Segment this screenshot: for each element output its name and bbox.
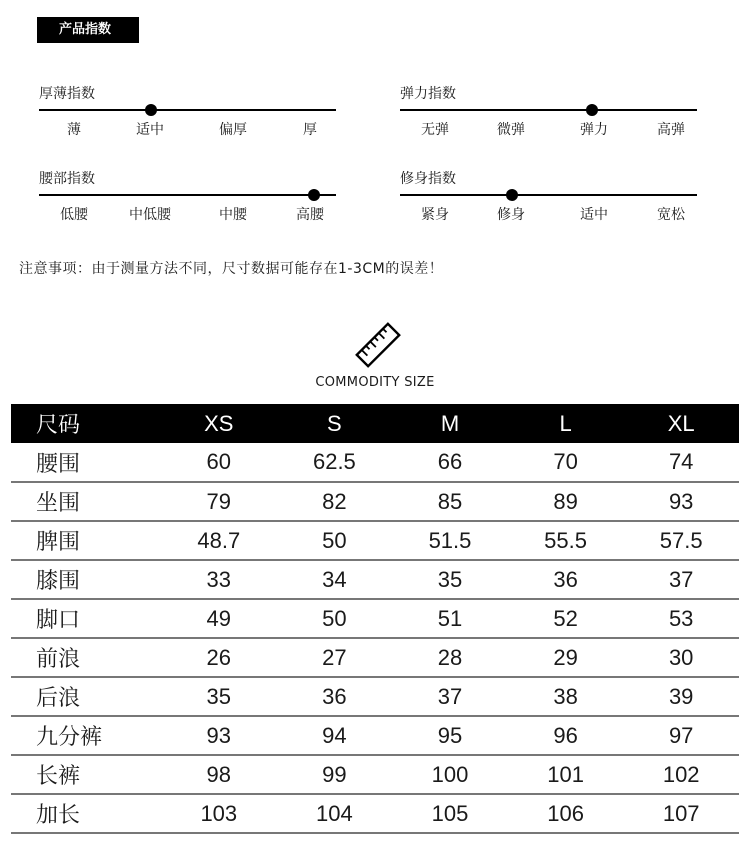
index-option-label: 中低腰 [129,207,171,223]
size-value: 26 [161,638,277,677]
size-value: 33 [161,560,277,599]
index-marker [145,104,157,116]
measurement-name: 膝围 [11,560,161,599]
size-value: 39 [623,677,739,716]
measurement-name: 后浪 [11,677,161,716]
size-value: 70 [508,443,624,482]
size-chart-caption: COMMODITY SIZE [315,375,435,390]
table-row [11,521,739,560]
measurement-name: 腰围 [11,443,161,482]
size-value: 85 [392,482,508,521]
size-value: 106 [508,794,624,833]
size-table-header [11,404,739,443]
index-option-label: 中腰 [219,207,247,223]
size-header-cell: XL [667,410,695,436]
size-value: 30 [623,638,739,677]
table-row [11,560,739,599]
size-header-cell: 尺码 [36,413,81,438]
index-option-label: 高腰 [296,207,324,223]
index-marker [586,104,598,116]
table-row [11,443,739,482]
size-value: 66 [392,443,508,482]
size-value: 35 [161,677,277,716]
size-value: 37 [623,560,739,599]
size-value: 107 [623,794,739,833]
size-value: 95 [392,716,508,755]
size-value: 51.5 [392,521,508,560]
section-tag: 产品指数 [37,17,139,43]
size-value: 96 [508,716,624,755]
size-value: 52 [508,599,624,638]
index-option-label: 厚 [303,122,317,138]
index-title: 修身指数 [400,171,456,187]
size-value: 103 [161,794,277,833]
size-table [11,404,739,834]
size-value: 98 [161,755,277,794]
measurement-name: 加长 [11,794,161,833]
index-option-label: 紧身 [421,207,449,223]
index-marker [506,189,518,201]
size-value: 94 [277,716,393,755]
notice-text: 注意事项：由于测量方法不同，尺寸数据可能存在1-3CM的误差！ [19,261,444,277]
table-row [11,755,739,794]
index-option-label: 弹力 [580,122,608,138]
measurement-name: 脾围 [11,521,161,560]
size-table-body [11,443,739,833]
table-row [11,794,739,833]
size-value: 62.5 [277,443,393,482]
size-value: 49 [161,599,277,638]
size-value: 51 [392,599,508,638]
index-option-label: 适中 [580,207,608,223]
index-title: 腰部指数 [39,171,95,187]
size-header-cell: S [327,410,342,436]
index-track [400,109,697,111]
index-option-label: 宽松 [657,207,685,223]
measurement-name: 脚口 [11,599,161,638]
size-value: 35 [392,560,508,599]
size-value: 34 [277,560,393,599]
table-row [11,677,739,716]
index-option-label: 微弹 [497,122,525,138]
size-header-cell: M [440,410,460,436]
size-header-cell: XS [204,410,234,436]
size-value: 74 [623,443,739,482]
size-value: 57.5 [623,521,739,560]
measurement-name: 坐围 [11,482,161,521]
size-value: 82 [277,482,393,521]
size-value: 60 [161,443,277,482]
index-option-label: 适中 [136,122,164,138]
size-value: 93 [623,482,739,521]
index-marker [308,189,320,201]
size-value: 89 [508,482,624,521]
index-track [39,109,336,111]
size-value: 29 [508,638,624,677]
size-value: 36 [277,677,393,716]
size-value: 53 [623,599,739,638]
table-row [11,482,739,521]
index-option-label: 修身 [497,207,525,223]
size-value: 105 [392,794,508,833]
index-title: 厚薄指数 [39,86,95,102]
size-header-cell: L [559,410,572,436]
size-value: 79 [161,482,277,521]
size-value: 55.5 [508,521,624,560]
index-slider-waist [39,170,336,232]
size-value: 93 [161,716,277,755]
index-option-label: 无弹 [421,122,449,138]
measurement-name: 九分裤 [11,716,161,755]
size-value: 101 [508,755,624,794]
table-row [11,716,739,755]
size-value: 37 [392,677,508,716]
measurement-name: 长裤 [11,755,161,794]
size-value: 27 [277,638,393,677]
index-slider-fit [400,170,697,232]
table-row [11,638,739,677]
size-value: 48.7 [161,521,277,560]
size-value: 38 [508,677,624,716]
size-value: 102 [623,755,739,794]
index-track [400,194,697,196]
index-track [39,194,336,196]
index-option-label: 偏厚 [219,122,247,138]
measurement-name: 前浪 [11,638,161,677]
size-value: 36 [508,560,624,599]
index-option-label: 薄 [67,122,81,138]
index-option-label: 高弹 [657,122,685,138]
index-slider-elasticity [400,85,697,147]
table-row [11,599,739,638]
index-slider-thickness [39,85,336,147]
index-option-label: 低腰 [60,207,88,223]
ruler-icon [353,320,403,370]
size-value: 50 [277,521,393,560]
size-value: 104 [277,794,393,833]
size-value: 99 [277,755,393,794]
size-value: 100 [392,755,508,794]
size-value: 28 [392,638,508,677]
size-value: 97 [623,716,739,755]
size-value: 50 [277,599,393,638]
index-title: 弹力指数 [400,86,456,102]
